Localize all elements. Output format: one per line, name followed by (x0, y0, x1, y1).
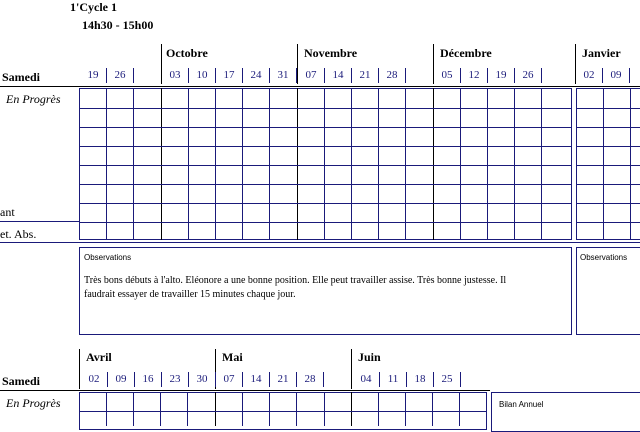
grid-column-line (603, 88, 604, 240)
date-cell: 12 (468, 69, 480, 81)
date-cell: 30 (196, 373, 208, 385)
grid-column-line (351, 392, 352, 426)
grid-column-line (242, 392, 243, 426)
grid-row-line (79, 184, 572, 185)
month-january: Janvier (582, 46, 621, 60)
date-separator (296, 68, 297, 83)
grid-row-line (79, 127, 572, 128)
date-cell: 16 (142, 373, 154, 385)
grid-column-line (269, 88, 270, 240)
grid-column-line (432, 392, 433, 426)
month-divider (79, 349, 80, 389)
date-separator (541, 68, 542, 83)
date-cell: 21 (359, 69, 371, 81)
month-june: Juin (358, 350, 381, 364)
date-cell: 14 (250, 373, 262, 385)
grid-column-line (215, 88, 216, 240)
date-cell: 05 (441, 69, 453, 81)
date-cell: 18 (414, 373, 426, 385)
grid-column-line (487, 88, 488, 240)
observations-label: Observations (84, 253, 132, 262)
date-separator (133, 68, 134, 83)
grid-row-line (576, 165, 640, 166)
grid-column-line (242, 88, 243, 240)
row-divider (0, 221, 80, 222)
observations-box-right (576, 247, 640, 335)
date-separator (323, 372, 324, 387)
date-cell: 24 (250, 69, 262, 81)
observations-text-line2: faudrait essayer de travailler 15 minutes chaque jour. (84, 289, 296, 300)
grid-column-line (405, 88, 406, 240)
truncated-label-a: ant (0, 205, 15, 219)
grid-column-line (351, 88, 352, 240)
grid-row-line (576, 222, 640, 223)
date-cell: 07 (223, 373, 235, 385)
grid-column-line (133, 88, 134, 240)
date-cell: 25 (441, 373, 453, 385)
grid-row-line (79, 222, 572, 223)
grid-column-line (106, 88, 107, 240)
date-cell: 09 (610, 69, 622, 81)
grid-frame (79, 88, 572, 240)
truncated-label-b: et. Abs. (0, 227, 37, 241)
grid-column-line (269, 392, 270, 426)
grid-column-line (378, 392, 379, 426)
date-separator (405, 68, 406, 83)
date-cell: 28 (304, 373, 316, 385)
progress-label-bottom: En Progrès (6, 396, 61, 410)
grid-column-line (324, 392, 325, 426)
grid-row-line (79, 203, 572, 204)
month-december: Décembre (440, 46, 492, 60)
grid-row-line (79, 165, 572, 166)
day-label: Samedi (2, 70, 41, 84)
grid-column-line (297, 88, 298, 240)
grid-column-line (188, 88, 189, 240)
header-divider-bottom (0, 390, 490, 391)
month-divider (351, 349, 352, 389)
cycle-title: 1'Cycle 1 (70, 0, 117, 14)
grid-column-line (187, 392, 188, 426)
observations-text-line1: Très bons débuts à l'alto. Eléonore a une bonne position. Elle peut travailler assise. Très bonne justesse. Il (84, 275, 507, 286)
date-cell: 04 (360, 373, 372, 385)
time-slot: 14h30 - 15h00 (82, 18, 154, 32)
day-label-bottom: Samedi (2, 374, 41, 388)
date-cell: 28 (386, 69, 398, 81)
month-april: Avril (86, 350, 112, 364)
date-cell: 03 (169, 69, 181, 81)
date-cell: 31 (277, 69, 289, 81)
grid-column-line (433, 88, 434, 240)
date-cell: 23 (169, 373, 181, 385)
grid-column-line (296, 392, 297, 426)
grid-row-line (79, 146, 572, 147)
date-separator (629, 68, 630, 83)
date-cell: 26 (114, 69, 126, 81)
grid-column-line (378, 88, 379, 240)
month-may: Mai (222, 350, 243, 364)
observations-label-right: Observations (580, 253, 628, 262)
date-cell: 11 (387, 373, 399, 385)
grid-row-line (79, 411, 487, 412)
grid-row-line (576, 184, 640, 185)
grid-column-line (106, 392, 107, 426)
annual-review-box (491, 392, 640, 432)
date-cell: 14 (332, 69, 344, 81)
grid-row-line (576, 108, 640, 109)
grid-column-line (514, 88, 515, 240)
grid-column-line (324, 88, 325, 240)
grid-column-line (630, 88, 631, 240)
date-cell: 07 (305, 69, 317, 81)
date-cell: 10 (196, 69, 208, 81)
date-cell: 02 (583, 69, 595, 81)
grid-row-line (576, 127, 640, 128)
grid-column-line (541, 88, 542, 240)
grid-column-line (460, 88, 461, 240)
annual-review-label: Bilan Annuel (499, 400, 544, 409)
header-divider (0, 86, 640, 87)
date-cell: 19 (495, 69, 507, 81)
grid-column-line (459, 392, 460, 426)
date-cell: 17 (223, 69, 235, 81)
observations-box (79, 247, 572, 335)
grid-row-line (79, 108, 572, 109)
grid-column-line (405, 392, 406, 426)
grid-column-line (160, 392, 161, 426)
date-cell: 02 (88, 373, 100, 385)
date-cell: 26 (522, 69, 534, 81)
grid-row-line (576, 203, 640, 204)
month-november: Novembre (304, 46, 358, 60)
grid-column-line (215, 392, 216, 426)
date-cell: 09 (115, 373, 127, 385)
date-cell: 21 (277, 373, 289, 385)
grid-column-line (161, 88, 162, 240)
month-october: Octobre (166, 46, 208, 60)
date-cell: 19 (87, 69, 99, 81)
date-separator (460, 372, 461, 387)
row-divider (0, 242, 640, 243)
grid-column-line (133, 392, 134, 426)
progress-label: En Progrès (6, 92, 61, 106)
grid-row-line (576, 146, 640, 147)
